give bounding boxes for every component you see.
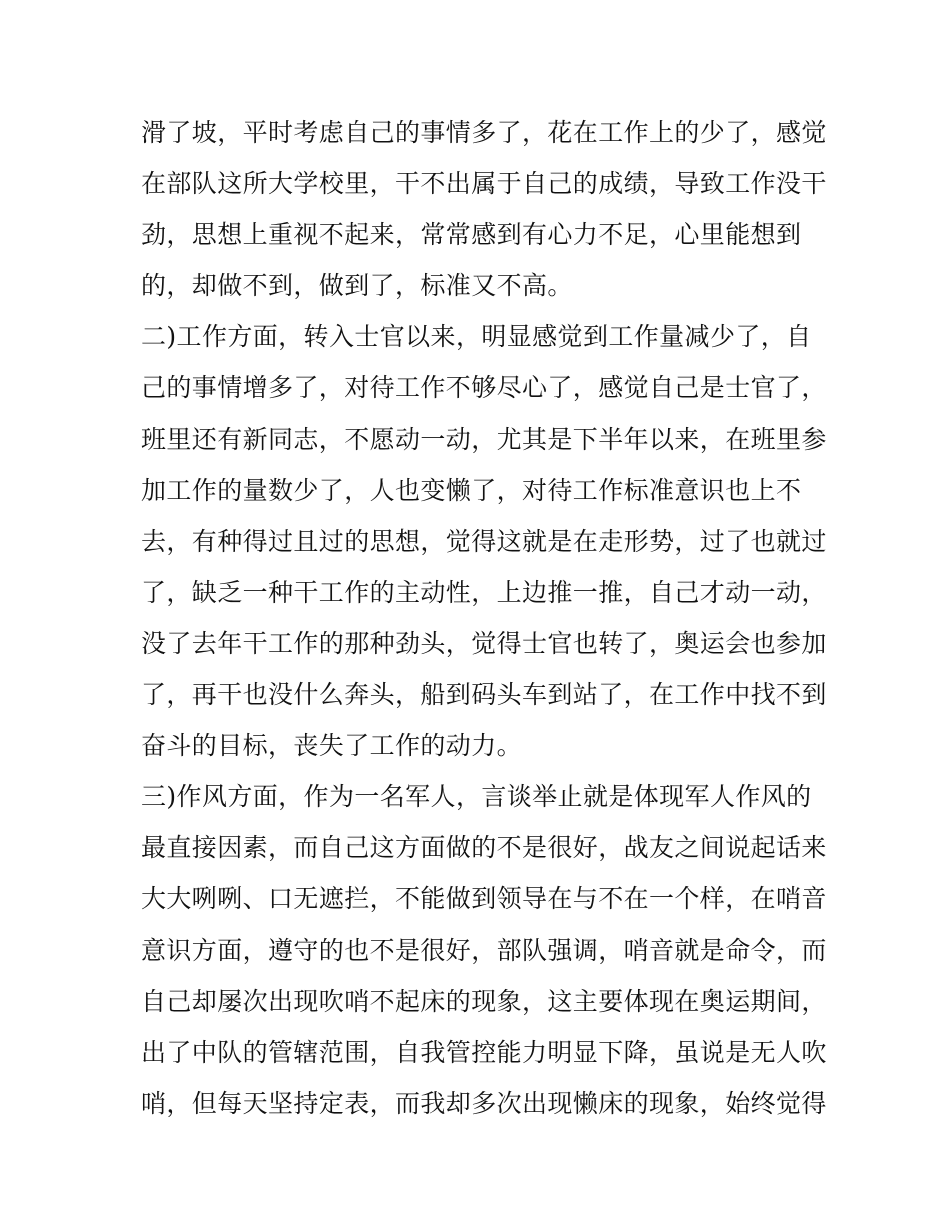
text-line: 了，再干也没什么奔头，船到码头车到站了，在工作中找不到 [141, 680, 827, 710]
text-line: 在部队这所大学校里，干不出属于自己的成绩，导致工作没干 [141, 169, 827, 199]
text-line: 奋斗的目标，丧失了工作的动力。 [141, 731, 523, 761]
text-line: 大大咧咧、口无遮拦，不能做到领导在与不在一个样，在哨音 [141, 884, 827, 914]
text-line: 没了去年干工作的那种劲头，觉得士官也转了，奥运会也参加 [141, 628, 827, 658]
text-line: 去，有种得过且过的思想，觉得这就是在走形势，过了也就过 [141, 526, 827, 556]
text-line: 了，缺乏一种干工作的主动性，上边推一推，自己才动一动， [141, 577, 827, 607]
text-line: 加工作的量数少了，人也变懒了，对待工作标准意识也上不 [141, 475, 802, 505]
text-line: 己的事情增多了，对待工作不够尽心了，感觉自己是士官了， [141, 373, 827, 403]
text-line: 三)作风方面，作为一名军人，言谈举止就是体现军人作风的 [141, 782, 812, 812]
text-line: 班里还有新同志，不愿动一动，尤其是下半年以来，在班里参 [141, 424, 827, 454]
text-line: 二)工作方面，转入士官以来，明显感觉到工作量减少了，自 [141, 322, 812, 352]
document-body [141, 107, 827, 1129]
text-line: 哨，但每天坚持定表，而我却多次出现懒床的现象，始终觉得 [141, 1088, 827, 1118]
text-line: 滑了坡，平时考虑自己的事情多了，花在工作上的少了，感觉 [141, 118, 827, 147]
text-line: 自己却屡次出现吹哨不起床的现象，这主要体现在奥运期间， [141, 986, 827, 1016]
text-line: 最直接因素，而自己这方面做的不是很好，战友之间说起话来 [141, 833, 827, 863]
text-line: 意识方面，遵守的也不是很好，部队强调，哨音就是命令，而 [141, 935, 827, 965]
text-line: 劲，思想上重视不起来，常常感到有心力不足，心里能想到 [141, 220, 802, 250]
text-line: 的，却做不到，做到了，标准又不高。 [141, 271, 573, 301]
text-line: 出了中队的管辖范围，自我管控能力明显下降，虽说是无人吹 [141, 1037, 827, 1067]
